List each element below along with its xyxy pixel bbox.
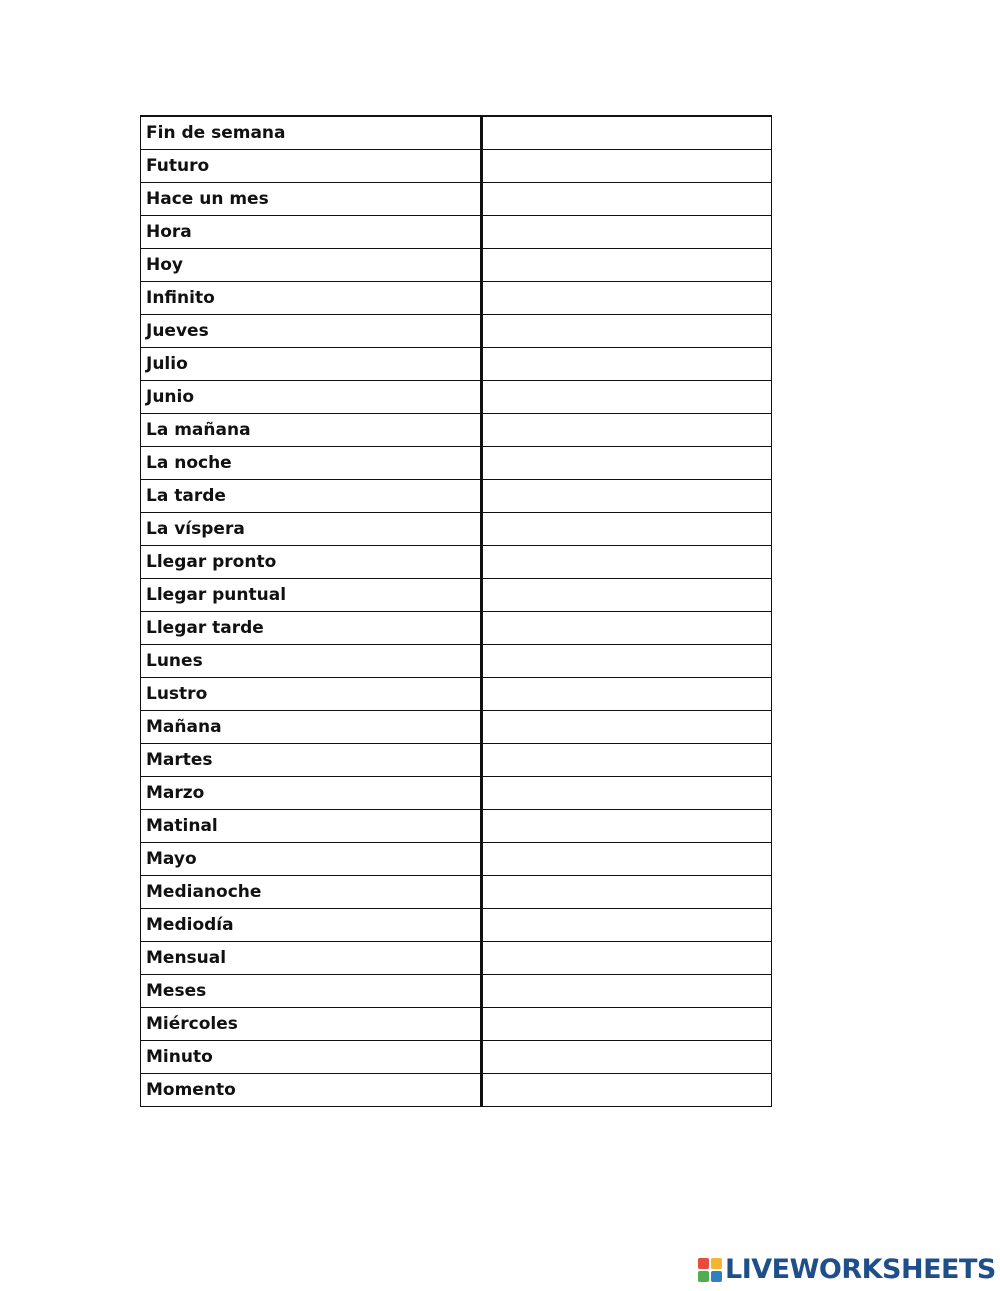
table-row xyxy=(141,974,772,1007)
table-row xyxy=(141,116,772,149)
vocab-term: La víspera xyxy=(141,512,482,545)
answer-field[interactable] xyxy=(482,248,772,281)
table-row xyxy=(141,1007,772,1040)
answer-field[interactable] xyxy=(482,677,772,710)
table-row xyxy=(141,380,772,413)
vocab-term: Miércoles xyxy=(141,1007,482,1040)
vocabulary-table xyxy=(140,115,772,1107)
table-row xyxy=(141,347,772,380)
vocab-term: Momento xyxy=(141,1073,482,1106)
table-row xyxy=(141,875,772,908)
vocab-term: Jueves xyxy=(141,314,482,347)
answer-field[interactable] xyxy=(482,974,772,1007)
table-row xyxy=(141,842,772,875)
answer-field[interactable] xyxy=(482,512,772,545)
vocab-term: Infinito xyxy=(141,281,482,314)
table-row xyxy=(141,611,772,644)
answer-field[interactable] xyxy=(482,743,772,776)
vocab-term: Llegar tarde xyxy=(141,611,482,644)
vocab-term: Julio xyxy=(141,347,482,380)
answer-field[interactable] xyxy=(482,347,772,380)
table-row xyxy=(141,215,772,248)
liveworksheets-brand xyxy=(697,1255,996,1285)
answer-field[interactable] xyxy=(482,281,772,314)
answer-field[interactable] xyxy=(482,215,772,248)
table-row xyxy=(141,776,772,809)
table-row xyxy=(141,809,772,842)
vocab-term: Junio xyxy=(141,380,482,413)
vocab-term: Meses xyxy=(141,974,482,1007)
vocab-term: Marzo xyxy=(141,776,482,809)
liveworksheets-logo-icon xyxy=(697,1257,723,1283)
answer-field[interactable] xyxy=(482,875,772,908)
vocab-term: La tarde xyxy=(141,479,482,512)
table-row xyxy=(141,644,772,677)
table-row xyxy=(141,512,772,545)
answer-field[interactable] xyxy=(482,842,772,875)
vocab-term: Medianoche xyxy=(141,875,482,908)
answer-field[interactable] xyxy=(482,182,772,215)
table-row xyxy=(141,710,772,743)
answer-field[interactable] xyxy=(482,149,772,182)
vocab-term: Fin de semana xyxy=(141,116,482,149)
answer-field[interactable] xyxy=(482,446,772,479)
vocab-term: Mediodía xyxy=(141,908,482,941)
vocab-term: Mañana xyxy=(141,710,482,743)
table-row xyxy=(141,1040,772,1073)
vocabulary-table-body xyxy=(141,116,772,1106)
table-row xyxy=(141,281,772,314)
answer-field[interactable] xyxy=(482,809,772,842)
table-row xyxy=(141,413,772,446)
table-row xyxy=(141,314,772,347)
answer-field[interactable] xyxy=(482,578,772,611)
vocab-term: Llegar pronto xyxy=(141,545,482,578)
table-row xyxy=(141,1073,772,1106)
vocab-term: Lustro xyxy=(141,677,482,710)
vocab-term: Hoy xyxy=(141,248,482,281)
answer-field[interactable] xyxy=(482,545,772,578)
answer-field[interactable] xyxy=(482,479,772,512)
answer-field[interactable] xyxy=(482,644,772,677)
table-row xyxy=(141,545,772,578)
answer-field[interactable] xyxy=(482,314,772,347)
vocab-term: Matinal xyxy=(141,809,482,842)
answer-field[interactable] xyxy=(482,1073,772,1106)
vocab-term: La mañana xyxy=(141,413,482,446)
table-row xyxy=(141,578,772,611)
vocab-term: Futuro xyxy=(141,149,482,182)
vocab-term: Lunes xyxy=(141,644,482,677)
vocab-term: Minuto xyxy=(141,1040,482,1073)
vocab-term: Llegar puntual xyxy=(141,578,482,611)
table-row xyxy=(141,248,772,281)
answer-field[interactable] xyxy=(482,710,772,743)
vocab-term: Mayo xyxy=(141,842,482,875)
answer-field[interactable] xyxy=(482,116,772,149)
vocab-term: Mensual xyxy=(141,941,482,974)
vocab-term: Martes xyxy=(141,743,482,776)
answer-field[interactable] xyxy=(482,908,772,941)
answer-field[interactable] xyxy=(482,380,772,413)
table-row xyxy=(141,677,772,710)
vocab-term: Hora xyxy=(141,215,482,248)
table-row xyxy=(141,479,772,512)
table-row xyxy=(141,743,772,776)
answer-field[interactable] xyxy=(482,611,772,644)
table-row xyxy=(141,908,772,941)
answer-field[interactable] xyxy=(482,413,772,446)
answer-field[interactable] xyxy=(482,1040,772,1073)
vocab-term: La noche xyxy=(141,446,482,479)
table-row xyxy=(141,149,772,182)
answer-field[interactable] xyxy=(482,776,772,809)
table-row xyxy=(141,941,772,974)
answer-field[interactable] xyxy=(482,941,772,974)
answer-field[interactable] xyxy=(482,1007,772,1040)
vocab-term: Hace un mes xyxy=(141,182,482,215)
table-row xyxy=(141,182,772,215)
brand-name: LIVEWORKSHEETS xyxy=(725,1254,996,1285)
table-row xyxy=(141,446,772,479)
